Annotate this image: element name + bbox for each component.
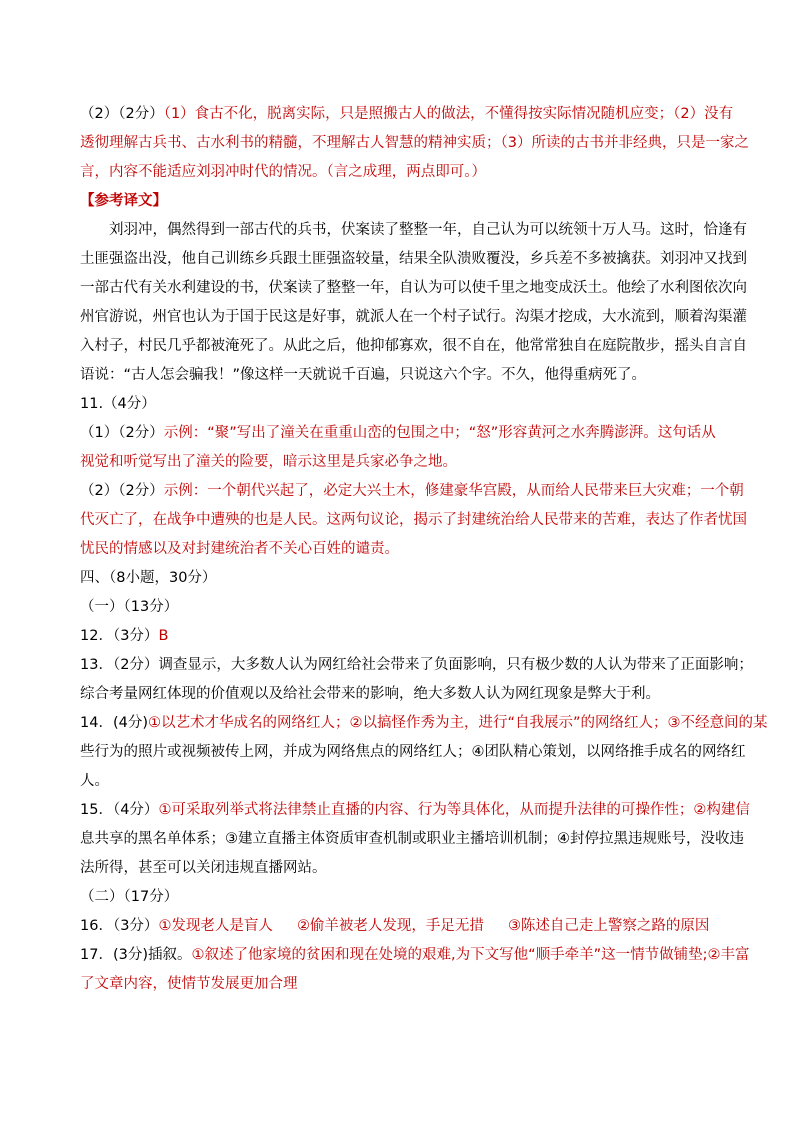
q12-line	[80, 622, 720, 651]
q12-answer: B	[158, 628, 169, 644]
translation-line: 入村子，村民几乎都被淹死了。从此之后，他抑郁寡欢，很不自在，他常常独自在庭院散步，摇头自言自	[80, 338, 747, 354]
translation-line: 土匪强盗出没，他自己训练乡兵跟土匪强盗较量，结果全队溃败覆没，乡兵差不多被擒获。刘羽冲又找到	[80, 251, 747, 267]
q10-2-answer-text: （1）食古不化，脱离实际，只是照搬古人的做法，不懂得按实际情况随机应变；（2）没有	[163, 106, 734, 122]
q13-number: 13．（2分）	[80, 657, 159, 673]
q15-line-3: 法所得，甚至可以关闭违规直播网站。	[80, 860, 327, 876]
q11-p2-text: 示例：一个朝代兴起了，必定大兴土木，修建豪华宫殿，从而给人民带来巨大灾难；一个朝	[163, 483, 744, 499]
q13-text: 调查显示，大多数人认为网红给社会带来了负面影响，只有极少数的人认为带来了正面影响；	[158, 657, 753, 673]
q11-p2-line-2: 代灭亡了，在战争中遭殃的也是人民。这两句议论，揭示了封建统治给人民带来的苦难，表达了作者忧国	[80, 512, 747, 528]
q11-p2-line-1	[80, 477, 744, 506]
q15-line-1	[80, 796, 750, 825]
q15-text: ①可采取列举式将法律禁止直播的内容、行为等具体化，从而提升法律的可操作性；②构建信	[158, 802, 750, 818]
q17-label: 插叙。	[148, 947, 192, 963]
q15-number: 15．（4分）	[80, 802, 159, 818]
q17-text: ①叙述了他家境的贫困和现在处境的艰难,为下文写他“顺手牵羊”这一情节做铺垫;②丰富	[191, 947, 750, 963]
part-2-title: （二）（17分）	[80, 889, 179, 905]
q11-p2-line-3: 忧民的情感以及对封建统治者不关心百姓的谴责。	[80, 541, 399, 557]
part-1-title: （一）（13分）	[80, 599, 179, 615]
q16-answer-c: ③陈述自己走上警察之路的原因	[507, 918, 710, 934]
q11-p2-number: （2）（2分）	[80, 483, 164, 499]
q16-line	[80, 912, 720, 941]
translation-heading: 【参考译文】	[80, 193, 167, 209]
q13-line-2: 综合考量网红体现的价值观以及给社会带来的影响，绝大多数人认为网红现象是弊大于利。	[80, 686, 660, 702]
q16-number: 16．（3分）	[80, 918, 159, 934]
translation-line: 语说：“古人怎会骗我！”像这样一天就说千百遍，只说这六个字。不久，他得重病死了。	[80, 367, 647, 383]
section-4-title: 四、（8小题，30分）	[80, 570, 217, 586]
q11-title: 11.（4分）	[80, 396, 156, 412]
q16-answer-a: ①发现老人是盲人	[158, 918, 273, 934]
translation-line: 刘羽冲，偶然得到一部古代的兵书，伏案读了整整一年，自己认为可以统领十万人马。这时，恰逢有	[109, 222, 747, 238]
q11-p1-number: （1）（2分）	[80, 425, 164, 441]
q13-line-1	[80, 651, 753, 680]
q10-2-line-2: 透彻理解古兵书、古水利书的精髓，不理解古人智慧的精神实质；（3）所读的古书并非经典，只是一家之	[80, 135, 749, 151]
q17-number: 17．(3分)	[80, 947, 148, 963]
q14-number: 14．(4分)	[80, 715, 148, 731]
q10-2-line-1	[80, 100, 734, 129]
q11-p1-line-1	[80, 419, 720, 448]
q10-2-line-3: 言，内容不能适应刘羽冲时代的情况。（言之成理，两点即可。）	[80, 164, 486, 180]
q11-p1-line-2: 视觉和听觉写出了潼关的险要，暗示这里是兵家必争之地。	[80, 454, 457, 470]
q17-line-1	[80, 941, 750, 970]
q14-line-3: 人。	[80, 773, 109, 789]
q10-2-number: （2）（2分）	[80, 106, 164, 122]
q15-line-2: 息共享的黑名单体系；③建立直播主体资质审查机制或职业主播培训机制；④封停拉黑违规账号，没收违	[80, 831, 744, 847]
q16-answer-b: ②偷羊被老人发现，手足无措	[296, 918, 484, 934]
translation-line: 一部古代有关水利建设的书，伏案读了整整一年，自认为可以使千里之地变成沃土。他绘了水利图依次向	[80, 280, 747, 296]
q11-p1-text: 示例：“聚”写出了潼关在重重山峦的包围之中；“怒”形容黄河之水奔腾澎湃。这句话从	[163, 425, 716, 441]
q12-number: 12．（3分）	[80, 628, 159, 644]
translation-line: 州官游说，州官也认为于国于民这是好事，就派人在一个村子试行。沟渠才挖成，大水流到，顺着沟渠灌	[80, 309, 747, 325]
q14-line-2: 些行为的照片或视频被传上网，并成为网络焦点的网络红人；④团队精心策划，以网络推手成名的网络红	[80, 744, 746, 760]
q14-text: ①以艺术才华成名的网络红人；②以搞怪作秀为主，进行“自我展示”的网络红人；③不经意间的某	[148, 715, 768, 731]
q14-line-1	[80, 709, 768, 738]
q17-line-2: 了文章内容，使情节发展更加合理	[80, 976, 298, 992]
